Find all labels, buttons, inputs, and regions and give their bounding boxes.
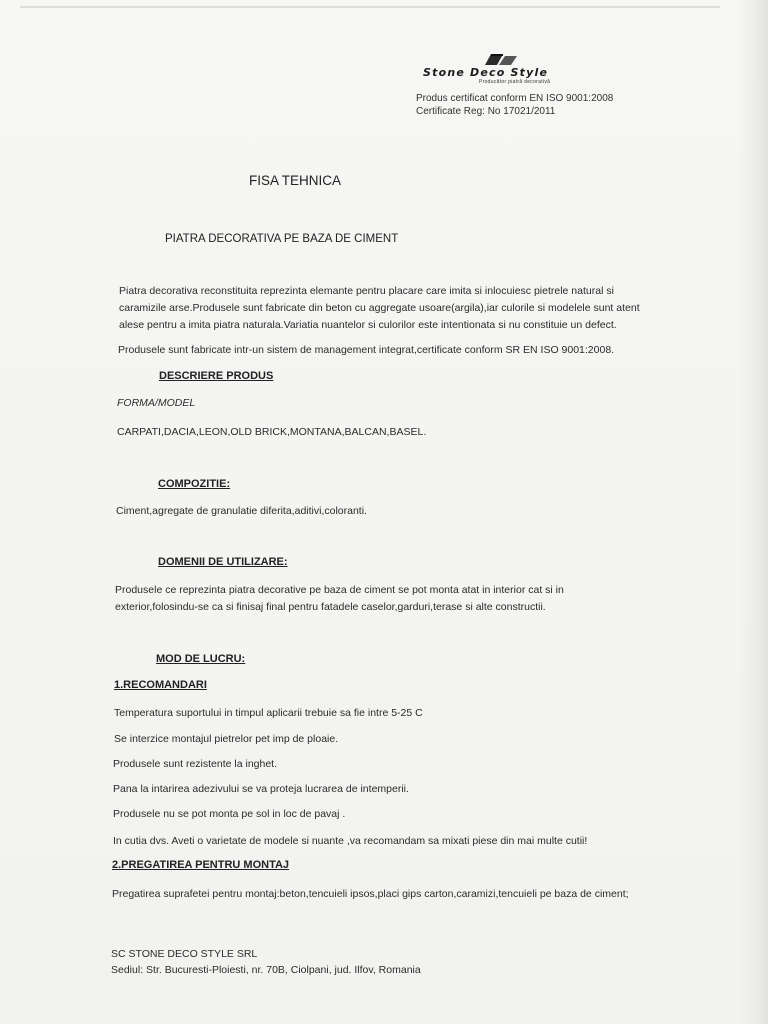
heading-domenii-utilizare: DOMENII DE UTILIZARE: bbox=[158, 556, 288, 568]
compozitie-text: Ciment,agregate de granulatie diferita,aditivi,coloranti. bbox=[116, 505, 367, 517]
scan-shadow-edge bbox=[738, 0, 768, 1024]
pregatire-text: Pregatirea suprafetei pentru montaj:beton,tencuieli ipsos,placi gips carton,caramizi,tencuieli pe baza de ciment; bbox=[112, 888, 629, 900]
heading-descriere-produs: DESCRIERE PRODUS bbox=[159, 370, 274, 382]
intro-line-2: caramizile arse.Produsele sunt fabricate din beton cu aggregate usoare(argila),iar culorile si modelele sunt atent bbox=[119, 302, 640, 314]
certification-line-2: Certificate Reg: No 17021/2011 bbox=[416, 106, 556, 117]
recomandare-item: Temperatura suportului in timpul aplicarii trebuie sa fie intre 5-25 C bbox=[114, 707, 423, 719]
forma-model-label: FORMA/MODEL bbox=[117, 397, 196, 409]
models-list: CARPATI,DACIA,LEON,OLD BRICK,MONTANA,BALCAN,BASEL. bbox=[117, 426, 427, 438]
recomandare-item: Produsele nu se pot monta pe sol in loc de pavaj . bbox=[113, 808, 346, 820]
footer-address: Sediul: Str. Bucuresti-Ploiesti, nr. 70B, Ciolpani, jud. Ilfov, Romania bbox=[111, 964, 421, 976]
recomandare-item: Se interzice montajul pietrelor pet imp de ploaie. bbox=[114, 733, 339, 745]
footer-company-name: SC STONE DECO STYLE SRL bbox=[111, 948, 258, 960]
recomandare-item: Pana la intarirea adezivului se va proteja lucrarea de intemperii. bbox=[113, 783, 409, 795]
domenii-line-1: Produsele ce reprezinta piatra decorative pe baza de ciment se pot monta atat in interior cat si in bbox=[115, 584, 564, 596]
logo-wordmark: Stone Deco Style bbox=[423, 66, 549, 79]
heading-pregatirea-montaj: 2.PREGATIREA PENTRU MONTAJ bbox=[112, 859, 290, 871]
certification-line-1: Produs certificat conform EN ISO 9001:2008 bbox=[416, 93, 614, 104]
logo-stone-icon bbox=[483, 52, 519, 66]
recomandare-item: In cutia dvs. Aveti o varietate de modele si nuante ,va recomandam sa mixati piese din mai multe cutii! bbox=[113, 835, 588, 847]
intro-line-4: Produsele sunt fabricate intr-un sistem de management integrat,certificate conform SR EN ISO 9001:2008. bbox=[118, 344, 615, 356]
intro-line-3: alese pentru a imita piatra naturala.Variatia nuantelor si culorilor este intentionata si nu constituie un defect. bbox=[119, 319, 617, 331]
document-subtitle: PIATRA DECORATIVA PE BAZA DE CIMENT bbox=[165, 233, 399, 245]
heading-mod-de-lucru: MOD DE LUCRU: bbox=[156, 653, 246, 665]
document-title: FISA TEHNICA bbox=[249, 173, 342, 188]
recomandare-item: Produsele sunt rezistente la inghet. bbox=[113, 758, 278, 770]
company-logo bbox=[423, 52, 593, 86]
scan-edge-line bbox=[20, 6, 720, 8]
logo-tagline: Producător piatră decorativă bbox=[479, 79, 551, 85]
heading-recomandari: 1.RECOMANDARI bbox=[114, 679, 207, 691]
heading-compozitie: COMPOZITIE: bbox=[158, 478, 231, 490]
intro-line-1: Piatra decorativa reconstituita reprezinta elemante pentru placare care imita si inlocuiesc pietrele natural si bbox=[119, 285, 614, 297]
domenii-line-2: exterior,folosindu-se ca si finisaj final pentru fatadele caselor,garduri,terase si alte constructii. bbox=[115, 601, 546, 613]
